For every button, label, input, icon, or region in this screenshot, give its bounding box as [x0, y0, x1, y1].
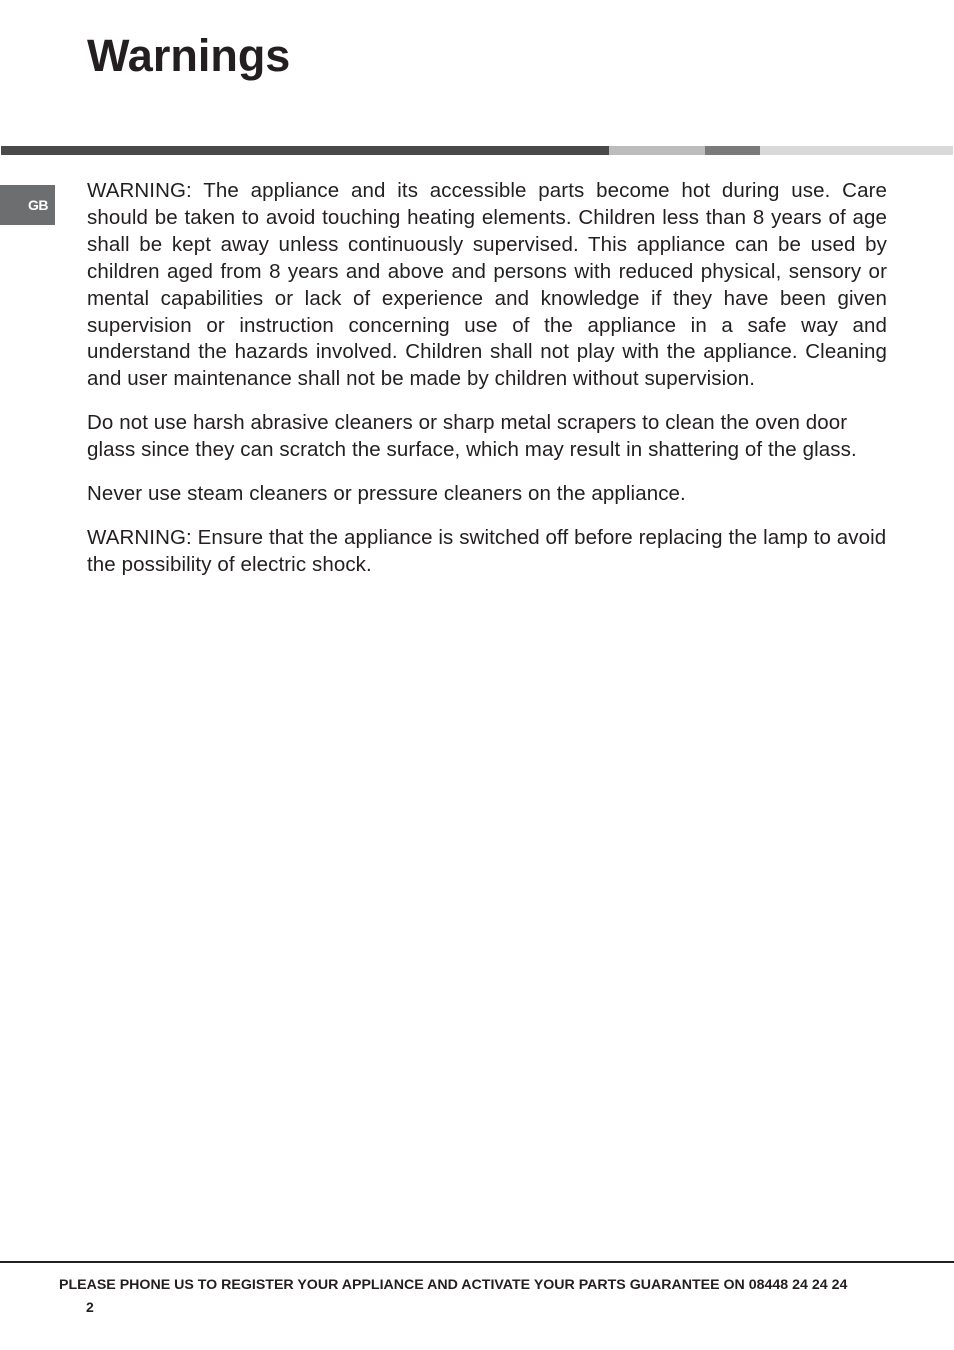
footer-notice: PLEASE PHONE US TO REGISTER YOUR APPLIANCE AND ACTIVATE YOUR PARTS GUARANTEE ON 08448 24 24 24 — [59, 1277, 848, 1293]
header-divider — [0, 146, 954, 155]
warning-paragraph-hot-parts: WARNING: The appliance and its accessible parts become hot during use. Care should be taken to avoid touching heating elements. Children less than 8 years of age shall be kept away unless continuously supervised. This appliance can be used by children aged from 8 years and above and persons with reduced physical, sensory or mental capabilities or lack of experience and knowledge if they have been given supervision or instruction concerning use of the appliance in a safe way and understand the hazards involved. Children shall not play with the appliance. Cleaning and user maintenance shall not be made by children without supervision. — [87, 179, 887, 391]
footer-divider — [0, 1261, 954, 1263]
warnings-content — [87, 178, 887, 596]
header-divider-segment-light — [609, 146, 705, 155]
page-title: Warnings — [87, 30, 291, 81]
warning-paragraph-lamp: WARNING: Ensure that the appliance is switched off before replacing the lamp to avoid the possibility of electric shock. — [87, 525, 887, 576]
language-badge: GB — [0, 185, 55, 225]
header-divider-segment-mid — [705, 146, 760, 155]
cleaning-paragraph-steam: Never use steam cleaners or pressure cleaners on the appliance. — [87, 482, 686, 506]
page-number: 2 — [86, 1299, 94, 1315]
header-divider-segment-pale — [760, 146, 953, 155]
header-divider-segment-dark — [1, 146, 609, 155]
cleaning-paragraph-abrasive: Do not use harsh abrasive cleaners or sharp metal scrapers to clean the oven door glass since they can scratch the surface, which may result in shattering of the glass. — [87, 411, 857, 462]
